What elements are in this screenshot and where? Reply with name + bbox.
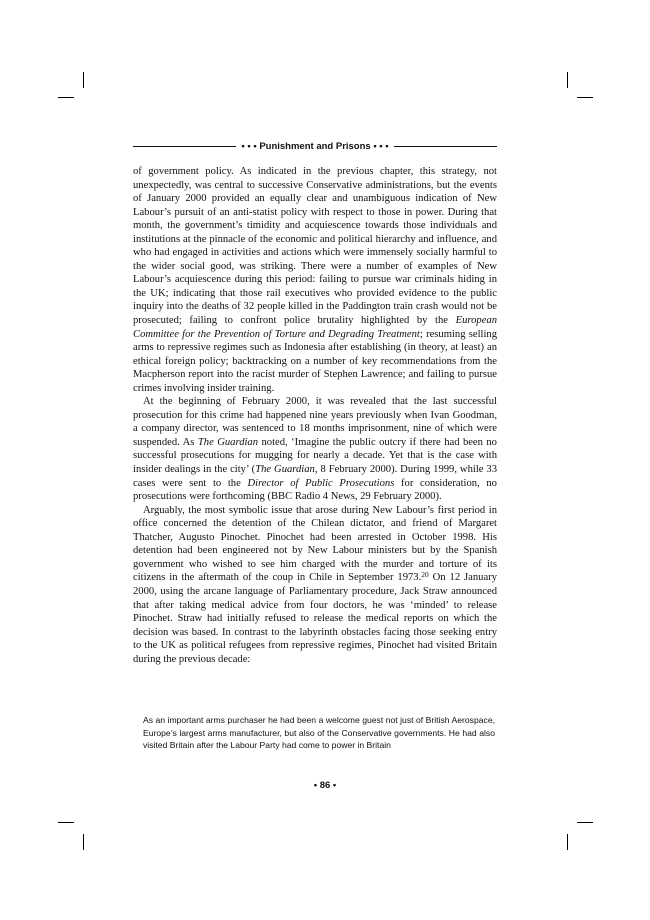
paragraph-2 — [133, 395, 497, 503]
block-quote-text: As an important arms purchaser he had been a welcome guest not just of British Aerospace, Europe’s largest arms manufacturer, but also of the Conservative governments. He had also visited Britain after the Labour Party had come to power in Britain — [143, 715, 495, 750]
paragraph-1 — [133, 165, 497, 395]
paragraph-1-italic-committee: European Committee for the Prevention of Torture and Degrading Treatment — [133, 315, 497, 340]
crop-mark-top-right-horizontal — [577, 97, 593, 98]
running-head-rule-left — [133, 146, 236, 147]
paragraph-2-text-mid: , 8 February 2000). During 1999, while 33 cases were sent to the — [133, 464, 497, 489]
paragraph-1-text: of government policy. As indicated in the previous chapter, this strategy, not unexpectedly, was central to successive Conservative administrations, but the events of January 2000 provided an equally clear and unambiguous indication of New Labour’s pursuit of an anti-statist policy with respect to those in power. During that month, the government’s timidity and acquiescence towards those individuals and institutions at the pinnacle of the economic and political hierarchy and influence, and who had engaged in activities and actions which were immensely socially harmful to the wider social good, was striking. There were a number of examples of New Labour’s acquiescence during this period: failing to pursue war criminals hiding in the UK; indicating that those rail executives who provided evidence to the public inquiry into the deaths of 32 people killed in the Paddington train crash would not be prosecuted; failing to confront police brutality highlighted by the — [133, 166, 497, 327]
crop-mark-top-left-vertical — [83, 72, 84, 88]
paragraph-1-text-end: ; resuming selling arms to repressive regimes such as Indonesia after establishing (in theory, at least) an ethical foreign policy; backtracking on a number of key recommendations from the Macpherson report into the racist murder of Stephen Lawrence; and failing to pursue crimes involving insider training. — [133, 328, 498, 394]
page-number: • 86 • — [313, 780, 337, 791]
block-quote — [143, 714, 495, 752]
paragraph-2-text-end: for consideration, no prosecutions were forthcoming (BBC Radio 4 News, 29 February 2000). — [133, 477, 497, 503]
paragraph-2-italic-guardian-citation: The Guardian — [255, 464, 315, 476]
paragraph-2-italic-guardian: The Guardian — [197, 436, 259, 448]
paragraph-3 — [133, 504, 497, 667]
running-head-rule-right — [394, 146, 497, 147]
paragraph-2-italic-dpp: Director of Public Prosecutions — [247, 477, 395, 489]
footnote-reference[interactable]: 20 — [421, 570, 429, 580]
crop-mark-bottom-right-horizontal — [577, 822, 593, 823]
crop-mark-bottom-left-horizontal — [58, 822, 74, 823]
paragraph-2-text: At the beginning of February 2000, it was revealed that the last successful prosecution for this crime had happened nine years previously when Ivan Goodman, a company director, was sentenced to 18 months imprisonment, nine of which were suspended. As — [133, 396, 497, 448]
running-head-title: • • • Punishment and Prisons • • • — [241, 141, 389, 152]
crop-mark-top-right-vertical — [567, 72, 568, 88]
crop-mark-top-left-horizontal — [58, 97, 74, 98]
crop-mark-bottom-left-vertical — [83, 834, 84, 850]
body-text — [133, 165, 497, 666]
paragraph-3-text-end: On 12 January 2000, using the arcane language of Parliamentary procedure, Jack Straw announced that after taking medical advice from four doctors, he was ‘minded’ to release Pinochet. Straw had initially refused to release the medical reports on which the decision was based. In contrast to the labyrinth obstacles facing those seeking entry to the UK as political refugees from repressive regimes, Pinochet had visited Britain during the previous decade: — [133, 572, 497, 665]
paragraph-3-text: Arguably, the most symbolic issue that arose during New Labour’s first period in office concerned the detention of the Chilean dictator, and friend of Margaret Thatcher, Augusto Pinochet. Pinochet had been arrested in October 1998. His detention had been engineered not by New Labour ministers but by the Spanish government who wished to see him charged with the murder and torture of its citizens in the aftermath of the coup in Chile in September 1973. — [133, 504, 497, 584]
paragraph-2-text-quote: noted, ‘Imagine the public outcry if there had been no successful prosecutions for mugging for nearly a decade. Yet that is the case with insider dealings in the city’ ( — [133, 436, 497, 476]
running-head — [133, 141, 497, 152]
crop-mark-bottom-right-vertical — [567, 834, 568, 850]
